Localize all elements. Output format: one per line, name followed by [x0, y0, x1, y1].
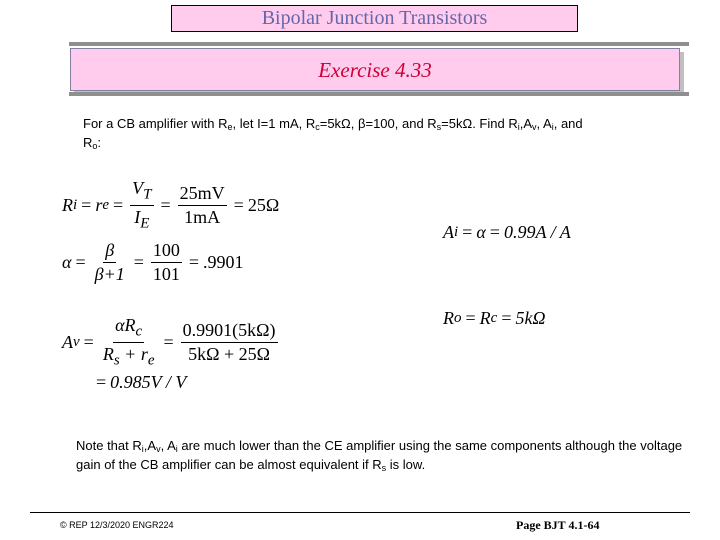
- footer-rule: [30, 512, 690, 513]
- equation-av: A v = $\frac{\alpha R_c}{R_s + r_e}$ = $\frac{0.9901(5k\Omega)}{5k\Omega + 25\Omega}$: [62, 315, 276, 369]
- problem-statement: For a CB amplifier with $R_e$, let I=1 mA, $R_c=5k\Omega$, β=100, and $R_s=5k\Omega$. Find $R_i,A_v$, $A_i$, and $R_o$:: [83, 116, 583, 151]
- exercise-title: Exercise 4.33: [70, 48, 680, 91]
- equation-av-result: = 0.985V / V: [96, 372, 187, 392]
- header-rule-bottom: [69, 92, 689, 96]
- footer-page-number: Page BJT 4.1-64: [516, 518, 600, 532]
- equation-ri: R i = r e = $\frac{V_T}{I_E}$ = $\frac{25mV}{1mA}$ = 25Ω: [62, 178, 280, 232]
- footer-copyright: © REP 12/3/2020 ENGR224: [60, 520, 174, 530]
- equation-alpha: α = $\frac{\beta}{\beta+1}$ = $\frac{100}{101}$ = .9901: [62, 240, 244, 284]
- header-rule-top: [69, 42, 689, 46]
- equation-ai: A i = α = 0.99A / A: [443, 222, 571, 242]
- note-text: Note that $R_i,A_v$, $A_i$ are much lower than the CE amplifier using the same components although the voltage gain of the CB amplifier can be almost equivalent if $R_s$ is low.: [76, 438, 683, 473]
- top-title: Bipolar Junction Transistors: [171, 5, 578, 32]
- equation-ro: R o = R c = 5kΩ: [443, 308, 546, 328]
